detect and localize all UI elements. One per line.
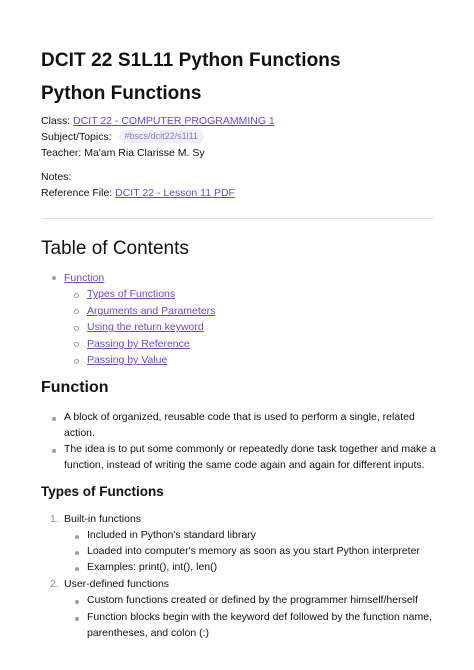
toc-item-types[interactable]: Types of Functions [87, 288, 176, 300]
reference-label: Reference File: [41, 187, 113, 199]
hollow-bullet-icon [74, 359, 79, 364]
teacher-row [41, 146, 205, 160]
types-item-1-bullet-3: Examples: print(), int(), len() [87, 561, 218, 573]
types-item-2-title: User-defined functions [64, 578, 170, 590]
toc-item-arguments[interactable]: Arguments and Parameters [87, 305, 216, 317]
bullet-icon [75, 600, 79, 604]
bullet-icon [75, 551, 79, 555]
reference-row [41, 186, 235, 200]
divider [41, 218, 434, 219]
class-row [41, 114, 275, 128]
reference-link[interactable]: DCIT 22 - Lesson 11 PDF [115, 187, 235, 199]
bullet-icon [52, 276, 56, 280]
list-number: 2. [50, 578, 59, 590]
hollow-bullet-icon [74, 309, 79, 314]
list-number: 1. [50, 513, 59, 525]
toc-heading: Table of Contents [41, 238, 189, 259]
subject-label: Subject/Topics: [41, 131, 112, 143]
page-subtitle: Python Functions [41, 83, 202, 104]
bullet-icon [52, 417, 56, 421]
types-item-2-bullet-1: Custom functions created or defined by the programmer himself/herself [87, 594, 418, 606]
types-heading: Types of Functions [41, 484, 164, 499]
toc-item-function[interactable]: Function [64, 272, 105, 284]
bullet-icon [75, 617, 79, 621]
types-item-2-bullet-2-line-1: Function blocks begin with the keyword def followed by the function name, [87, 611, 432, 623]
teacher-label: Teacher: [41, 147, 82, 159]
toc-item-return[interactable]: Using the return keyword [87, 321, 204, 333]
teacher-value: Ma'am Ria Clarisse M. Sy [84, 147, 205, 159]
class-label: Class: [41, 115, 71, 127]
types-item-1-bullet-2: Loaded into computer's memory as soon as you start Python interpreter [87, 545, 420, 557]
types-item-1-title: Built-in functions [64, 513, 142, 525]
hollow-bullet-icon [74, 342, 79, 347]
hollow-bullet-icon [74, 293, 79, 298]
toc-item-value[interactable]: Passing by Value [87, 354, 168, 366]
types-item-2-bullet-2-line-2: parentheses, and colon (:) [87, 627, 209, 639]
bullet-icon [52, 449, 56, 453]
class-link[interactable]: DCIT 22 - COMPUTER PROGRAMMING 1 [73, 115, 275, 127]
toc-item-reference[interactable]: Passing by Reference [87, 338, 190, 350]
bullet-icon [75, 535, 79, 539]
subject-row [41, 130, 204, 144]
types-item-1-bullet-1: Included in Python's standard library [87, 529, 256, 541]
notes-label: Notes: [41, 171, 72, 183]
function-heading: Function [41, 379, 109, 396]
function-bullet-2-line-1: The idea is to put some commonly or repeatedly done task together and make a [64, 443, 436, 455]
function-bullet-1-line-1: A block of organized, reusable code that is used to perform a single, related [64, 411, 415, 423]
page-title: DCIT 22 S1L11 Python Functions [41, 50, 341, 71]
notes-row [41, 170, 71, 184]
subject-tag[interactable]: #bscs/dcit22/s1l11 [119, 130, 204, 143]
function-bullet-1-line-2: action. [64, 427, 95, 439]
function-bullet-2-line-2: function, instead of writing the same code again and again for different inputs. [64, 459, 425, 471]
hollow-bullet-icon [74, 326, 79, 331]
bullet-icon [75, 567, 79, 571]
